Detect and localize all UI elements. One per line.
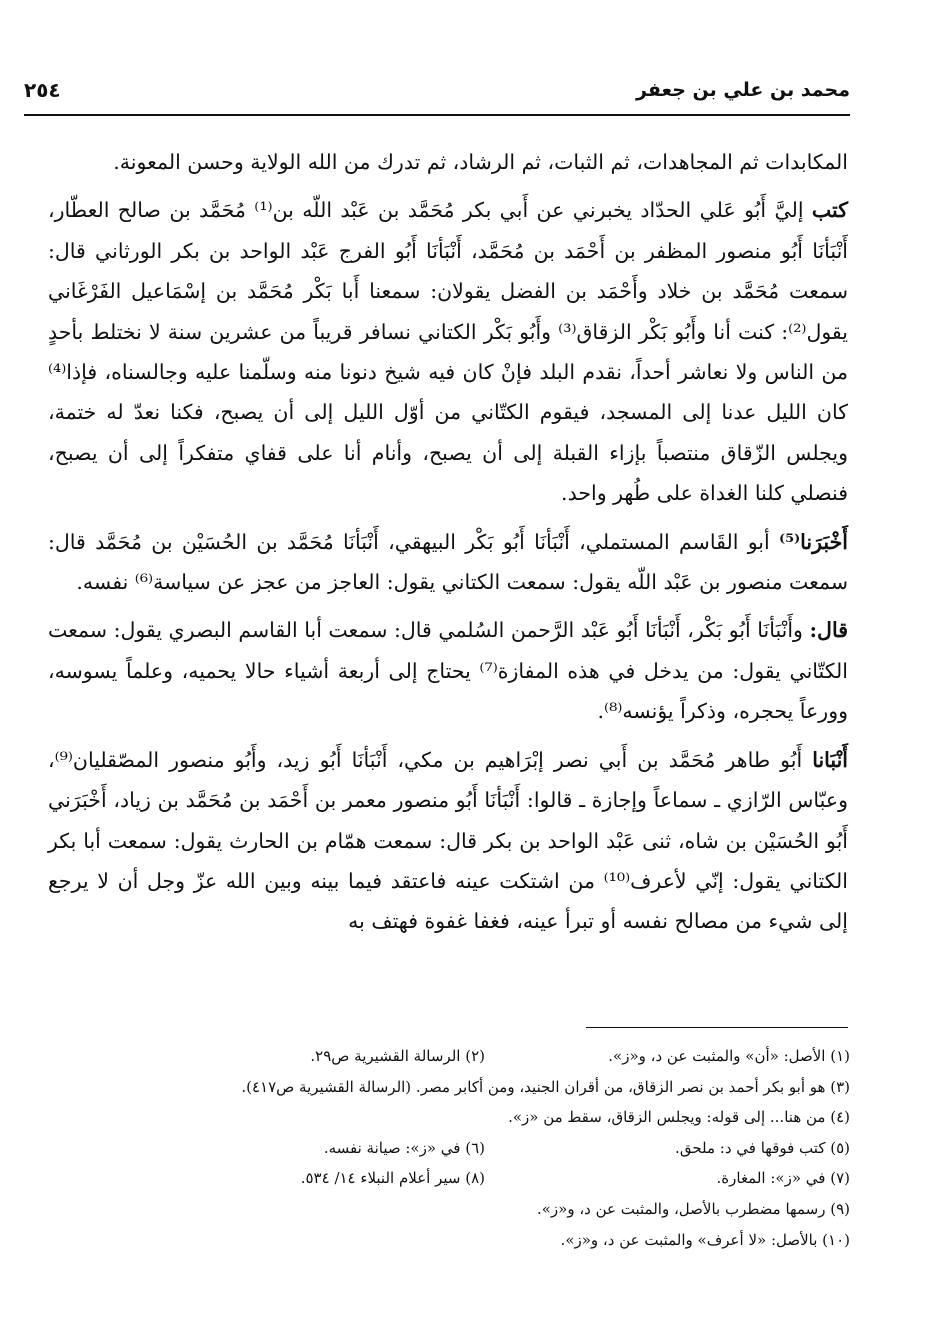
running-head: محمد بن علي بن جعفر (636, 79, 850, 101)
footnote: (٢) الرسالة القشيرية ص٢٩. (310, 1047, 485, 1065)
paragraph-lead: أَخْبَرَنا⁽⁵⁾ (778, 529, 848, 554)
paragraph-text: إليَّ أَبُو عَلي الحدّاد يخبرني عن أَبي بكر مُحَمَّد بن عَبْد اللّه بن⁽¹⁾ مُحَمَّد بن صالح العطّار، أَنْبَأنَا أَبُو منصور المظفر بن أَحْمَد بن مُحَمَّد، أَنْبَأنَا أَبُو الفرج عَبْد الواحد بن بكر الورثاني قال: سمعت مُحَمَّد بن خلاد وأَحْمَد بن الفضل يقولان: سمعنا أَبا بَكْر مُحَمَّد بن إسْمَاعيل الفَرْغَاني يقول⁽²⁾: كنت أنا وأَبُو بَكْر الزقاق⁽³⁾ وأَبُو بَكْر الكتاني نسافر قريباً من عشرين سنة لا نختلط بأحدٍ من الناس ولا نعاشر أحداً، نقدم البلد فإنْ كان فيه شيخ دنونا منه وسلّمنا عليه وجالسناه، فإذا⁽⁴⁾ كان الليل عدنا إلى المسجد، فيقوم الكتّاني من أوّل الليل إلى أن يصبح، فكنا نعدّ له ختمة، ويجلس الزّقاق منتصباً بإزاء القبلة إلى أن يصبح، وأنام أنا على قفاي متفكراً إلى أن يصبح، فنصلي كلنا الغداة على طُهر واحد. (48, 198, 849, 506)
paragraph-text: أبو القَاسم المستملي، أَنْبَأنَا أَبُو بَكْر البيهقي، أَنْبَأنَا مُحَمَّد بن الحُسَيْن بن مُحَمَّد قال: سمعت منصور بن عَبْد اللّه يقول: سمعت الكتاني يقول: العاجز من عجز عن سياسة⁽⁶⁾ نفسه. (48, 529, 848, 595)
footnote-row (120, 1102, 850, 1133)
footnote: (٨) سير أعلام النبلاء ١٤/ ٥٣٤. (300, 1169, 485, 1188)
paragraph-lead: كتب (811, 198, 848, 223)
footnote-row (120, 1041, 850, 1072)
paragraph (48, 142, 848, 182)
footnotes (120, 1041, 850, 1255)
paragraph-text: أَبُو طاهر مُحَمَّد بن أَبي نصر إبْرَاهيم بن مكي، أَنْبَأنَا أَبُو زيد، وأَبُو منصور المصّقليان⁽⁹⁾، وعبّاس الرّازي ـ سماعاً وإجازة ـ قالوا: أَنْبَأنَا أَبُو منصور معمر بن أَحْمَد بن مُحَمَّد بن زياد، أَخْبَرَني أَبُو الحُسَيْن بن شاه، ثنى عَبْد الواحد بن بكر قال: سمعت همّام بن الحارث يقول: سمعت أبا بكر الكتاني يقول: إنّي لأعرف⁽¹⁰⁾ من اشتكت عينه فاعتقد فيما بينه وبين الله عزّ وجل أن لا يرجع إلى شيء من مصالح نفسه أو تبرأ عينه، فغفا غفوة فهتف به (48, 747, 848, 934)
footnote: (١٠) بالأصل: «لا أعرف» والمثبت عن د، و«ز». (560, 1230, 850, 1249)
paragraph-lead: قال: (809, 618, 848, 643)
paragraph (48, 190, 848, 513)
header-rule (24, 114, 850, 116)
footnote-row (120, 1072, 850, 1103)
footnote-row (120, 1163, 850, 1194)
footnote-rule (586, 1027, 848, 1028)
footnote: (٥) كتب فوقها في د: ملحق. (675, 1138, 850, 1157)
footnote-row (120, 1194, 850, 1225)
paragraph (48, 522, 848, 603)
paragraph-text: المكابدات ثم المجاهدات، ثم الثبات، ثم الرشاد، ثم تدرك من الله الولاية وحسن المعونة. (113, 150, 848, 174)
paragraph-text: وأَنْبَأنَا أَبُو بَكْر، أَنْبَأنَا أَبُو عَبْد الرَّحمن السُلمي قال: سمعت أبا القاسم البصري يقول: سمعت الكتّاني يقول: من يدخل في هذه المفازة⁽⁷⁾ يحتاج إلى أربعة أشياء حالا يحميه، وعلماً يسوسه، وورعاً يحجره، وذكراً يؤنسه⁽⁸⁾. (48, 618, 848, 724)
footnote-row (120, 1133, 850, 1164)
footnote: (٣) هو أبو بكر أحمد بن نصر الزقاق، من أقران الجنيد، ومن أكابر مصر. (الرسالة القشيرية ص٤١٧). (241, 1077, 850, 1096)
page-header (24, 72, 850, 108)
main-text (48, 142, 848, 950)
footnote: (٩) رسمها مضطرب بالأصل، والمثبت عن د، و«ز». (536, 1199, 850, 1218)
footnote: (١) الأصل: «أن» والمثبت عن د، و«ز». (608, 1047, 850, 1065)
paragraph (48, 610, 848, 731)
footnote: (٧) في «ز»: المغارة. (716, 1169, 850, 1188)
footnote: (٦) في «ز»: صيانة نفسه. (323, 1138, 485, 1157)
footnote-row (120, 1225, 850, 1256)
footnote: (٤) من هنا... إلى قوله: ويجلس الزقاق، سقط من «ز». (508, 1108, 850, 1127)
paragraph-lead: أَنْبَانا (812, 747, 848, 772)
page-number: ٢٥٤ (24, 78, 61, 102)
paragraph (48, 740, 848, 942)
